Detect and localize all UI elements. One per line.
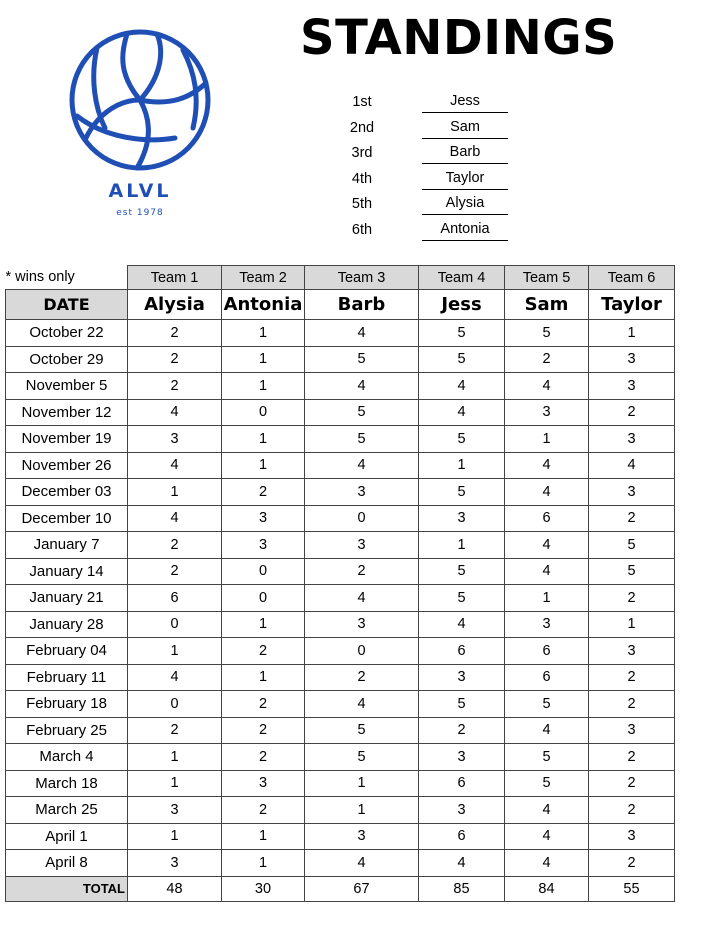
score-cell: 1 <box>222 452 305 479</box>
table-row <box>6 452 675 479</box>
date-cell: November 5 <box>6 373 128 400</box>
player-header: Taylor <box>589 290 675 320</box>
score-cell: 1 <box>505 426 589 453</box>
score-cell: 3 <box>419 744 505 771</box>
total-label: TOTAL <box>6 876 128 901</box>
score-cell: 6 <box>505 505 589 532</box>
score-cell: 1 <box>128 770 222 797</box>
logo-subtext: est 1978 <box>116 208 164 218</box>
team-header: Team 1 <box>128 266 222 290</box>
score-cell: 1 <box>222 823 305 850</box>
score-cell: 2 <box>128 717 222 744</box>
score-cell: 3 <box>128 797 222 824</box>
score-cell: 2 <box>222 638 305 665</box>
score-cell: 1 <box>589 320 675 347</box>
table-row <box>6 585 675 612</box>
score-cell: 4 <box>505 479 589 506</box>
score-cell: 3 <box>419 664 505 691</box>
score-cell: 4 <box>419 373 505 400</box>
score-cell: 4 <box>419 850 505 877</box>
score-cell: 4 <box>505 558 589 585</box>
score-cell: 5 <box>419 426 505 453</box>
date-cell: October 29 <box>6 346 128 373</box>
score-cell: 3 <box>305 532 419 559</box>
score-cell: 2 <box>222 744 305 771</box>
score-cell: 6 <box>419 823 505 850</box>
score-cell: 2 <box>128 320 222 347</box>
score-cell: 3 <box>589 717 675 744</box>
score-cell: 1 <box>222 611 305 638</box>
score-cell: 3 <box>589 426 675 453</box>
player-header: Barb <box>305 290 419 320</box>
date-cell: March 18 <box>6 770 128 797</box>
team-header-row <box>6 266 675 290</box>
score-cell: 5 <box>419 558 505 585</box>
score-cell: 2 <box>222 691 305 718</box>
player-header: Jess <box>419 290 505 320</box>
table-row <box>6 399 675 426</box>
note-cell <box>6 266 128 290</box>
date-cell: February 18 <box>6 691 128 718</box>
table-row <box>6 558 675 585</box>
score-cell: 4 <box>505 797 589 824</box>
table-row <box>6 717 675 744</box>
score-cell: 2 <box>589 850 675 877</box>
score-cell: 1 <box>222 346 305 373</box>
score-cell: 4 <box>505 452 589 479</box>
table-row <box>6 426 675 453</box>
score-cell: 1 <box>222 664 305 691</box>
score-cell: 0 <box>128 691 222 718</box>
standings-name: Alysia <box>422 195 508 215</box>
score-cell: 3 <box>505 399 589 426</box>
team-header: Team 4 <box>419 266 505 290</box>
standings-name: Barb <box>422 144 508 164</box>
score-cell: 2 <box>589 691 675 718</box>
score-cell: 3 <box>222 505 305 532</box>
score-cell: 5 <box>305 399 419 426</box>
score-cell: 0 <box>222 585 305 612</box>
score-cell: 4 <box>305 585 419 612</box>
score-cell: 4 <box>128 505 222 532</box>
score-cell: 4 <box>128 399 222 426</box>
table-row <box>6 346 675 373</box>
score-cell: 5 <box>305 426 419 453</box>
score-cell: 2 <box>128 346 222 373</box>
score-cell: 1 <box>128 638 222 665</box>
score-cell: 6 <box>505 638 589 665</box>
score-cell: 2 <box>222 797 305 824</box>
table-row <box>6 505 675 532</box>
total-cell: 48 <box>128 876 222 901</box>
standings-place: 6th <box>351 221 373 238</box>
score-cell: 4 <box>305 452 419 479</box>
table-row <box>6 373 675 400</box>
score-cell: 4 <box>305 373 419 400</box>
score-cell: 1 <box>419 532 505 559</box>
total-cell: 55 <box>589 876 675 901</box>
date-cell: November 12 <box>6 399 128 426</box>
table-row <box>6 850 675 877</box>
score-cell: 3 <box>589 823 675 850</box>
wins-only-note: * wins only <box>5 269 75 286</box>
score-cell: 1 <box>128 744 222 771</box>
standings-name: Sam <box>422 119 508 139</box>
date-cell: April 8 <box>6 850 128 877</box>
standings-row <box>338 169 518 195</box>
total-row <box>6 876 675 901</box>
score-cell: 0 <box>305 638 419 665</box>
standings-place: 5th <box>351 196 373 212</box>
team-header: Team 3 <box>305 266 419 290</box>
score-cell: 5 <box>589 558 675 585</box>
score-cell: 0 <box>128 611 222 638</box>
total-cell: 67 <box>305 876 419 901</box>
score-cell: 3 <box>589 373 675 400</box>
score-cell: 0 <box>305 505 419 532</box>
date-cell: February 04 <box>6 638 128 665</box>
player-header: Antonia <box>222 290 305 320</box>
score-cell: 1 <box>505 585 589 612</box>
score-cell: 3 <box>305 823 419 850</box>
standings-place: 4th <box>351 170 373 187</box>
score-cell: 4 <box>305 320 419 347</box>
score-cell: 2 <box>128 532 222 559</box>
standings-place: 1st <box>352 94 372 110</box>
date-cell: November 19 <box>6 426 128 453</box>
score-cell: 2 <box>505 346 589 373</box>
score-cell: 2 <box>589 585 675 612</box>
score-cell: 5 <box>505 744 589 771</box>
score-cell: 4 <box>128 664 222 691</box>
date-cell: February 11 <box>6 664 128 691</box>
score-cell: 6 <box>419 770 505 797</box>
team-header: Team 5 <box>505 266 589 290</box>
score-cell: 5 <box>305 346 419 373</box>
team-header: Team 6 <box>589 266 675 290</box>
score-cell: 2 <box>128 558 222 585</box>
standings-row <box>338 143 518 169</box>
score-cell: 4 <box>505 823 589 850</box>
score-cell: 2 <box>589 744 675 771</box>
score-cell: 1 <box>222 850 305 877</box>
score-cell: 4 <box>589 452 675 479</box>
score-cell: 2 <box>128 373 222 400</box>
player-header: Sam <box>505 290 589 320</box>
score-cell: 3 <box>589 638 675 665</box>
score-cell: 1 <box>589 611 675 638</box>
date-cell: January 28 <box>6 611 128 638</box>
score-cell: 4 <box>505 373 589 400</box>
total-cell: 30 <box>222 876 305 901</box>
score-cell: 5 <box>505 320 589 347</box>
score-cell: 5 <box>505 691 589 718</box>
score-cell: 3 <box>128 426 222 453</box>
score-cell: 3 <box>589 479 675 506</box>
player-header-row <box>6 290 675 320</box>
score-cell: 1 <box>305 770 419 797</box>
score-cell: 5 <box>419 479 505 506</box>
standings-name: Jess <box>422 93 508 113</box>
score-cell: 4 <box>419 399 505 426</box>
standings-place: 3rd <box>351 145 373 161</box>
score-cell: 5 <box>419 320 505 347</box>
score-cell: 5 <box>305 744 419 771</box>
standings-name: Taylor <box>422 170 508 190</box>
score-cell: 1 <box>128 479 222 506</box>
volleyball-icon <box>65 28 215 178</box>
score-cell: 2 <box>222 717 305 744</box>
standings-row <box>338 92 518 118</box>
date-cell: January 21 <box>6 585 128 612</box>
score-cell: 4 <box>305 850 419 877</box>
date-cell: December 10 <box>6 505 128 532</box>
score-cell: 2 <box>589 505 675 532</box>
score-cell: 3 <box>589 346 675 373</box>
date-cell: March 4 <box>6 744 128 771</box>
score-cell: 4 <box>505 717 589 744</box>
score-cell: 4 <box>505 532 589 559</box>
score-cell: 2 <box>305 664 419 691</box>
score-cell: 6 <box>128 585 222 612</box>
table-row <box>6 770 675 797</box>
date-cell: January 14 <box>6 558 128 585</box>
score-cell: 5 <box>419 346 505 373</box>
score-cell: 2 <box>589 797 675 824</box>
table-row <box>6 479 675 506</box>
score-cell: 2 <box>589 664 675 691</box>
score-cell: 3 <box>305 611 419 638</box>
score-cell: 1 <box>222 426 305 453</box>
score-cell: 0 <box>222 399 305 426</box>
score-cell: 2 <box>305 558 419 585</box>
score-cell: 3 <box>419 797 505 824</box>
score-cell: 1 <box>305 797 419 824</box>
date-cell: December 03 <box>6 479 128 506</box>
table-row <box>6 638 675 665</box>
page-title: STANDINGS <box>300 10 618 66</box>
table-row <box>6 744 675 771</box>
score-cell: 2 <box>589 399 675 426</box>
score-cell: 4 <box>419 611 505 638</box>
table-row <box>6 823 675 850</box>
total-cell: 85 <box>419 876 505 901</box>
score-cell: 2 <box>589 770 675 797</box>
standings-row <box>338 194 518 220</box>
league-logo <box>65 28 215 228</box>
score-cell: 4 <box>128 452 222 479</box>
date-cell: January 7 <box>6 532 128 559</box>
score-cell: 4 <box>505 850 589 877</box>
scores-table <box>5 265 675 902</box>
standings-row <box>338 220 518 246</box>
score-cell: 6 <box>419 638 505 665</box>
score-cell: 3 <box>505 611 589 638</box>
score-cell: 3 <box>419 505 505 532</box>
date-cell: November 26 <box>6 452 128 479</box>
logo-text: ALVL <box>108 180 172 202</box>
table-row <box>6 797 675 824</box>
standings-list <box>338 92 518 245</box>
score-cell: 1 <box>222 373 305 400</box>
score-cell: 5 <box>589 532 675 559</box>
date-cell: October 22 <box>6 320 128 347</box>
table-row <box>6 320 675 347</box>
score-cell: 2 <box>222 479 305 506</box>
player-header: Alysia <box>128 290 222 320</box>
score-cell: 6 <box>505 664 589 691</box>
score-cell: 3 <box>128 850 222 877</box>
score-cell: 3 <box>222 770 305 797</box>
date-cell: April 1 <box>6 823 128 850</box>
table-row <box>6 664 675 691</box>
table-row <box>6 532 675 559</box>
score-cell: 1 <box>128 823 222 850</box>
score-cell: 5 <box>305 717 419 744</box>
score-cell: 0 <box>222 558 305 585</box>
table-row <box>6 611 675 638</box>
standings-place: 2nd <box>349 119 375 136</box>
standings-row <box>338 118 518 144</box>
score-cell: 3 <box>222 532 305 559</box>
standings-name: Antonia <box>422 221 508 241</box>
score-cell: 5 <box>505 770 589 797</box>
date-cell: February 25 <box>6 717 128 744</box>
team-header: Team 2 <box>222 266 305 290</box>
score-cell: 5 <box>419 585 505 612</box>
total-cell: 84 <box>505 876 589 901</box>
date-cell: March 25 <box>6 797 128 824</box>
date-header: DATE <box>6 290 128 320</box>
score-cell: 1 <box>222 320 305 347</box>
score-cell: 2 <box>419 717 505 744</box>
score-cell: 4 <box>305 691 419 718</box>
table-row <box>6 691 675 718</box>
score-cell: 3 <box>305 479 419 506</box>
score-cell: 5 <box>419 691 505 718</box>
score-cell: 1 <box>419 452 505 479</box>
